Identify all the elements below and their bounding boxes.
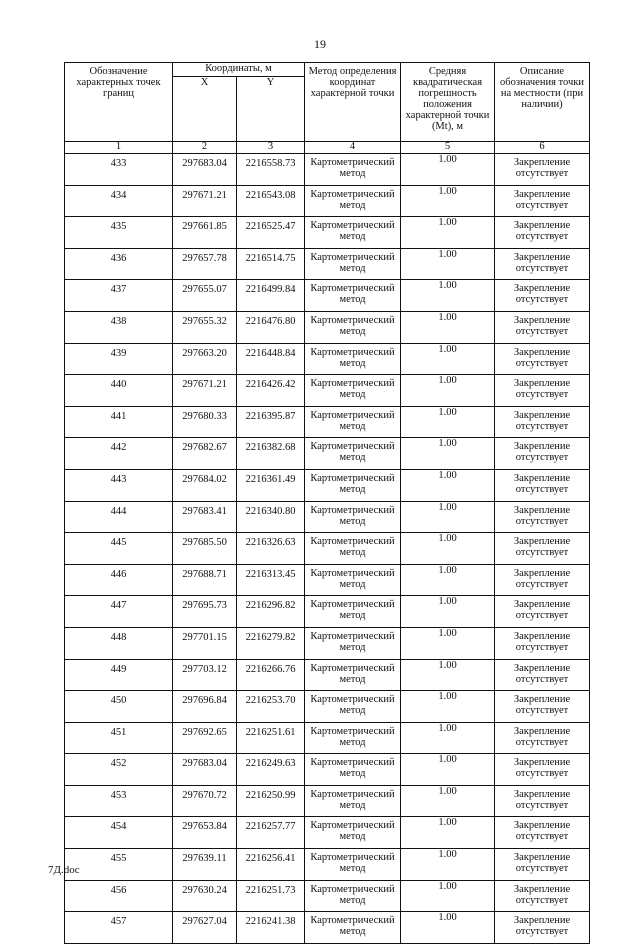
- description-cell: Закрепление отсутствует: [495, 880, 590, 912]
- table-row: [65, 785, 590, 817]
- description-cell: Закрепление отсутствует: [495, 406, 590, 438]
- description-cell: Закрепление отсутствует: [495, 154, 590, 186]
- error-cell: 1.00: [401, 280, 495, 312]
- header-description: Описание обозначения точки на местности (при наличии): [495, 63, 590, 142]
- error-cell: 1.00: [401, 154, 495, 186]
- table-row: [65, 406, 590, 438]
- point-id-cell: 454: [65, 817, 173, 849]
- y-coordinate-cell: 2216326.63: [237, 533, 305, 565]
- column-number: 3: [237, 142, 305, 154]
- error-cell: 1.00: [401, 406, 495, 438]
- x-coordinate-cell: 297695.73: [173, 596, 237, 628]
- page-number: 19: [314, 37, 326, 51]
- y-coordinate-cell: 2216448.84: [237, 343, 305, 375]
- x-coordinate-cell: 297696.84: [173, 691, 237, 723]
- error-cell: 1.00: [401, 785, 495, 817]
- method-cell: Картометрический метод: [305, 785, 401, 817]
- point-id-cell: 445: [65, 533, 173, 565]
- x-coordinate-cell: 297685.50: [173, 533, 237, 565]
- x-coordinate-cell: 297639.11: [173, 849, 237, 881]
- table-row: [65, 596, 590, 628]
- method-cell: Картометрический метод: [305, 817, 401, 849]
- description-cell: Закрепление отсутствует: [495, 469, 590, 501]
- x-coordinate-cell: 297682.67: [173, 438, 237, 470]
- x-coordinate-cell: 297703.12: [173, 659, 237, 691]
- error-cell: 1.00: [401, 533, 495, 565]
- error-cell: 1.00: [401, 501, 495, 533]
- method-cell: Картометрический метод: [305, 438, 401, 470]
- method-cell: Картометрический метод: [305, 912, 401, 944]
- point-id-cell: 450: [65, 691, 173, 723]
- description-cell: Закрепление отсутствует: [495, 596, 590, 628]
- description-cell: Закрепление отсутствует: [495, 564, 590, 596]
- error-cell: 1.00: [401, 659, 495, 691]
- x-coordinate-cell: 297692.65: [173, 722, 237, 754]
- description-cell: Закрепление отсутствует: [495, 627, 590, 659]
- error-cell: 1.00: [401, 817, 495, 849]
- y-coordinate-cell: 2216558.73: [237, 154, 305, 186]
- description-cell: Закрепление отсутствует: [495, 280, 590, 312]
- header-error: Средняя квадратическая погрешность положения характерной точки (Mt), м: [401, 63, 495, 142]
- y-coordinate-cell: 2216253.70: [237, 691, 305, 723]
- x-coordinate-cell: 297670.72: [173, 785, 237, 817]
- error-cell: 1.00: [401, 754, 495, 786]
- method-cell: Картометрический метод: [305, 501, 401, 533]
- method-cell: Картометрический метод: [305, 406, 401, 438]
- column-number: 6: [495, 142, 590, 154]
- point-id-cell: 449: [65, 659, 173, 691]
- method-cell: Картометрический метод: [305, 880, 401, 912]
- method-cell: Картометрический метод: [305, 754, 401, 786]
- table-header: [65, 63, 590, 154]
- description-cell: Закрепление отсутствует: [495, 849, 590, 881]
- description-cell: Закрепление отсутствует: [495, 785, 590, 817]
- y-coordinate-cell: 2216395.87: [237, 406, 305, 438]
- description-cell: Закрепление отсутствует: [495, 311, 590, 343]
- table-row: [65, 659, 590, 691]
- table-row: [65, 280, 590, 312]
- error-cell: 1.00: [401, 912, 495, 944]
- description-cell: Закрепление отсутствует: [495, 501, 590, 533]
- y-coordinate-cell: 2216340.80: [237, 501, 305, 533]
- point-id-cell: 448: [65, 627, 173, 659]
- description-cell: Закрепление отсутствует: [495, 691, 590, 723]
- table-row: [65, 849, 590, 881]
- table-row: [65, 533, 590, 565]
- x-coordinate-cell: 297630.24: [173, 880, 237, 912]
- x-coordinate-cell: 297684.02: [173, 469, 237, 501]
- point-id-cell: 457: [65, 912, 173, 944]
- y-coordinate-cell: 2216249.63: [237, 754, 305, 786]
- description-cell: Закрепление отсутствует: [495, 217, 590, 249]
- y-coordinate-cell: 2216313.45: [237, 564, 305, 596]
- description-cell: Закрепление отсутствует: [495, 754, 590, 786]
- y-coordinate-cell: 2216499.84: [237, 280, 305, 312]
- y-coordinate-cell: 2216543.08: [237, 185, 305, 217]
- error-cell: 1.00: [401, 596, 495, 628]
- method-cell: Картометрический метод: [305, 691, 401, 723]
- point-id-cell: 441: [65, 406, 173, 438]
- x-coordinate-cell: 297661.85: [173, 217, 237, 249]
- point-id-cell: 436: [65, 248, 173, 280]
- x-coordinate-cell: 297657.78: [173, 248, 237, 280]
- method-cell: Картометрический метод: [305, 627, 401, 659]
- point-id-cell: 443: [65, 469, 173, 501]
- point-id-cell: 451: [65, 722, 173, 754]
- header-coordinates: Координаты, м: [173, 63, 305, 77]
- y-coordinate-cell: 2216251.61: [237, 722, 305, 754]
- method-cell: Картометрический метод: [305, 375, 401, 407]
- table-body: [65, 154, 590, 944]
- point-id-cell: 452: [65, 754, 173, 786]
- table-row: [65, 343, 590, 375]
- error-cell: 1.00: [401, 880, 495, 912]
- table-row: [65, 627, 590, 659]
- x-coordinate-cell: 297671.21: [173, 375, 237, 407]
- description-cell: Закрепление отсутствует: [495, 659, 590, 691]
- y-coordinate-cell: 2216426.42: [237, 375, 305, 407]
- description-cell: Закрепление отсутствует: [495, 817, 590, 849]
- method-cell: Картометрический метод: [305, 533, 401, 565]
- y-coordinate-cell: 2216361.49: [237, 469, 305, 501]
- point-id-cell: 456: [65, 880, 173, 912]
- description-cell: Закрепление отсутствует: [495, 185, 590, 217]
- method-cell: Картометрический метод: [305, 248, 401, 280]
- table-row: [65, 248, 590, 280]
- column-number: 2: [173, 142, 237, 154]
- table-row: [65, 311, 590, 343]
- table-row: [65, 691, 590, 723]
- error-cell: 1.00: [401, 375, 495, 407]
- y-coordinate-cell: 2216241.38: [237, 912, 305, 944]
- x-coordinate-cell: 297663.20: [173, 343, 237, 375]
- x-coordinate-cell: 297683.04: [173, 154, 237, 186]
- description-cell: Закрепление отсутствует: [495, 722, 590, 754]
- error-cell: 1.00: [401, 849, 495, 881]
- point-id-cell: 455: [65, 849, 173, 881]
- y-coordinate-cell: 2216296.82: [237, 596, 305, 628]
- y-coordinate-cell: 2216257.77: [237, 817, 305, 849]
- table-row: [65, 185, 590, 217]
- y-coordinate-cell: 2216250.99: [237, 785, 305, 817]
- header-point-id: Обозначение характерных точек границ: [65, 63, 173, 142]
- header-x: X: [173, 77, 237, 142]
- point-id-cell: 438: [65, 311, 173, 343]
- method-cell: Картометрический метод: [305, 185, 401, 217]
- coordinates-table: [64, 62, 590, 944]
- method-cell: Картометрический метод: [305, 154, 401, 186]
- header-y: Y: [237, 77, 305, 142]
- table-row: [65, 438, 590, 470]
- description-cell: Закрепление отсутствует: [495, 248, 590, 280]
- column-number: 1: [65, 142, 173, 154]
- x-coordinate-cell: 297627.04: [173, 912, 237, 944]
- y-coordinate-cell: 2216525.47: [237, 217, 305, 249]
- point-id-cell: 446: [65, 564, 173, 596]
- x-coordinate-cell: 297701.15: [173, 627, 237, 659]
- method-cell: Картометрический метод: [305, 659, 401, 691]
- table-row: [65, 880, 590, 912]
- table-row: [65, 469, 590, 501]
- y-coordinate-cell: 2216256.41: [237, 849, 305, 881]
- error-cell: 1.00: [401, 438, 495, 470]
- point-id-cell: 453: [65, 785, 173, 817]
- method-cell: Картометрический метод: [305, 311, 401, 343]
- error-cell: 1.00: [401, 564, 495, 596]
- table-row: [65, 754, 590, 786]
- error-cell: 1.00: [401, 627, 495, 659]
- table-row: [65, 375, 590, 407]
- method-cell: Картометрический метод: [305, 217, 401, 249]
- point-id-cell: 433: [65, 154, 173, 186]
- description-cell: Закрепление отсутствует: [495, 912, 590, 944]
- table-row: [65, 217, 590, 249]
- column-number: 5: [401, 142, 495, 154]
- description-cell: Закрепление отсутствует: [495, 375, 590, 407]
- description-cell: Закрепление отсутствует: [495, 343, 590, 375]
- point-id-cell: 442: [65, 438, 173, 470]
- y-coordinate-cell: 2216476.80: [237, 311, 305, 343]
- point-id-cell: 447: [65, 596, 173, 628]
- error-cell: 1.00: [401, 217, 495, 249]
- description-cell: Закрепление отсутствует: [495, 533, 590, 565]
- method-cell: Картометрический метод: [305, 596, 401, 628]
- error-cell: 1.00: [401, 185, 495, 217]
- point-id-cell: 439: [65, 343, 173, 375]
- error-cell: 1.00: [401, 469, 495, 501]
- method-cell: Картометрический метод: [305, 722, 401, 754]
- y-coordinate-cell: 2216279.82: [237, 627, 305, 659]
- table-row: [65, 817, 590, 849]
- method-cell: Картометрический метод: [305, 469, 401, 501]
- x-coordinate-cell: 297683.04: [173, 754, 237, 786]
- y-coordinate-cell: 2216514.75: [237, 248, 305, 280]
- header-method: Метод определения координат характерной точки: [305, 63, 401, 142]
- x-coordinate-cell: 297671.21: [173, 185, 237, 217]
- table-row: [65, 154, 590, 186]
- method-cell: Картометрический метод: [305, 343, 401, 375]
- x-coordinate-cell: 297653.84: [173, 817, 237, 849]
- y-coordinate-cell: 2216266.76: [237, 659, 305, 691]
- method-cell: Картометрический метод: [305, 280, 401, 312]
- column-numbers-row: [65, 142, 590, 154]
- x-coordinate-cell: 297655.07: [173, 280, 237, 312]
- point-id-cell: 434: [65, 185, 173, 217]
- file-name-footer: 7Д.doc: [48, 864, 80, 876]
- error-cell: 1.00: [401, 722, 495, 754]
- error-cell: 1.00: [401, 311, 495, 343]
- x-coordinate-cell: 297655.32: [173, 311, 237, 343]
- table-row: [65, 564, 590, 596]
- x-coordinate-cell: 297688.71: [173, 564, 237, 596]
- error-cell: 1.00: [401, 343, 495, 375]
- table-row: [65, 722, 590, 754]
- error-cell: 1.00: [401, 691, 495, 723]
- y-coordinate-cell: 2216382.68: [237, 438, 305, 470]
- point-id-cell: 440: [65, 375, 173, 407]
- x-coordinate-cell: 297683.41: [173, 501, 237, 533]
- method-cell: Картометрический метод: [305, 849, 401, 881]
- x-coordinate-cell: 297680.33: [173, 406, 237, 438]
- column-number: 4: [305, 142, 401, 154]
- method-cell: Картометрический метод: [305, 564, 401, 596]
- point-id-cell: 437: [65, 280, 173, 312]
- error-cell: 1.00: [401, 248, 495, 280]
- y-coordinate-cell: 2216251.73: [237, 880, 305, 912]
- description-cell: Закрепление отсутствует: [495, 438, 590, 470]
- point-id-cell: 444: [65, 501, 173, 533]
- table-row: [65, 501, 590, 533]
- point-id-cell: 435: [65, 217, 173, 249]
- table-row: [65, 912, 590, 944]
